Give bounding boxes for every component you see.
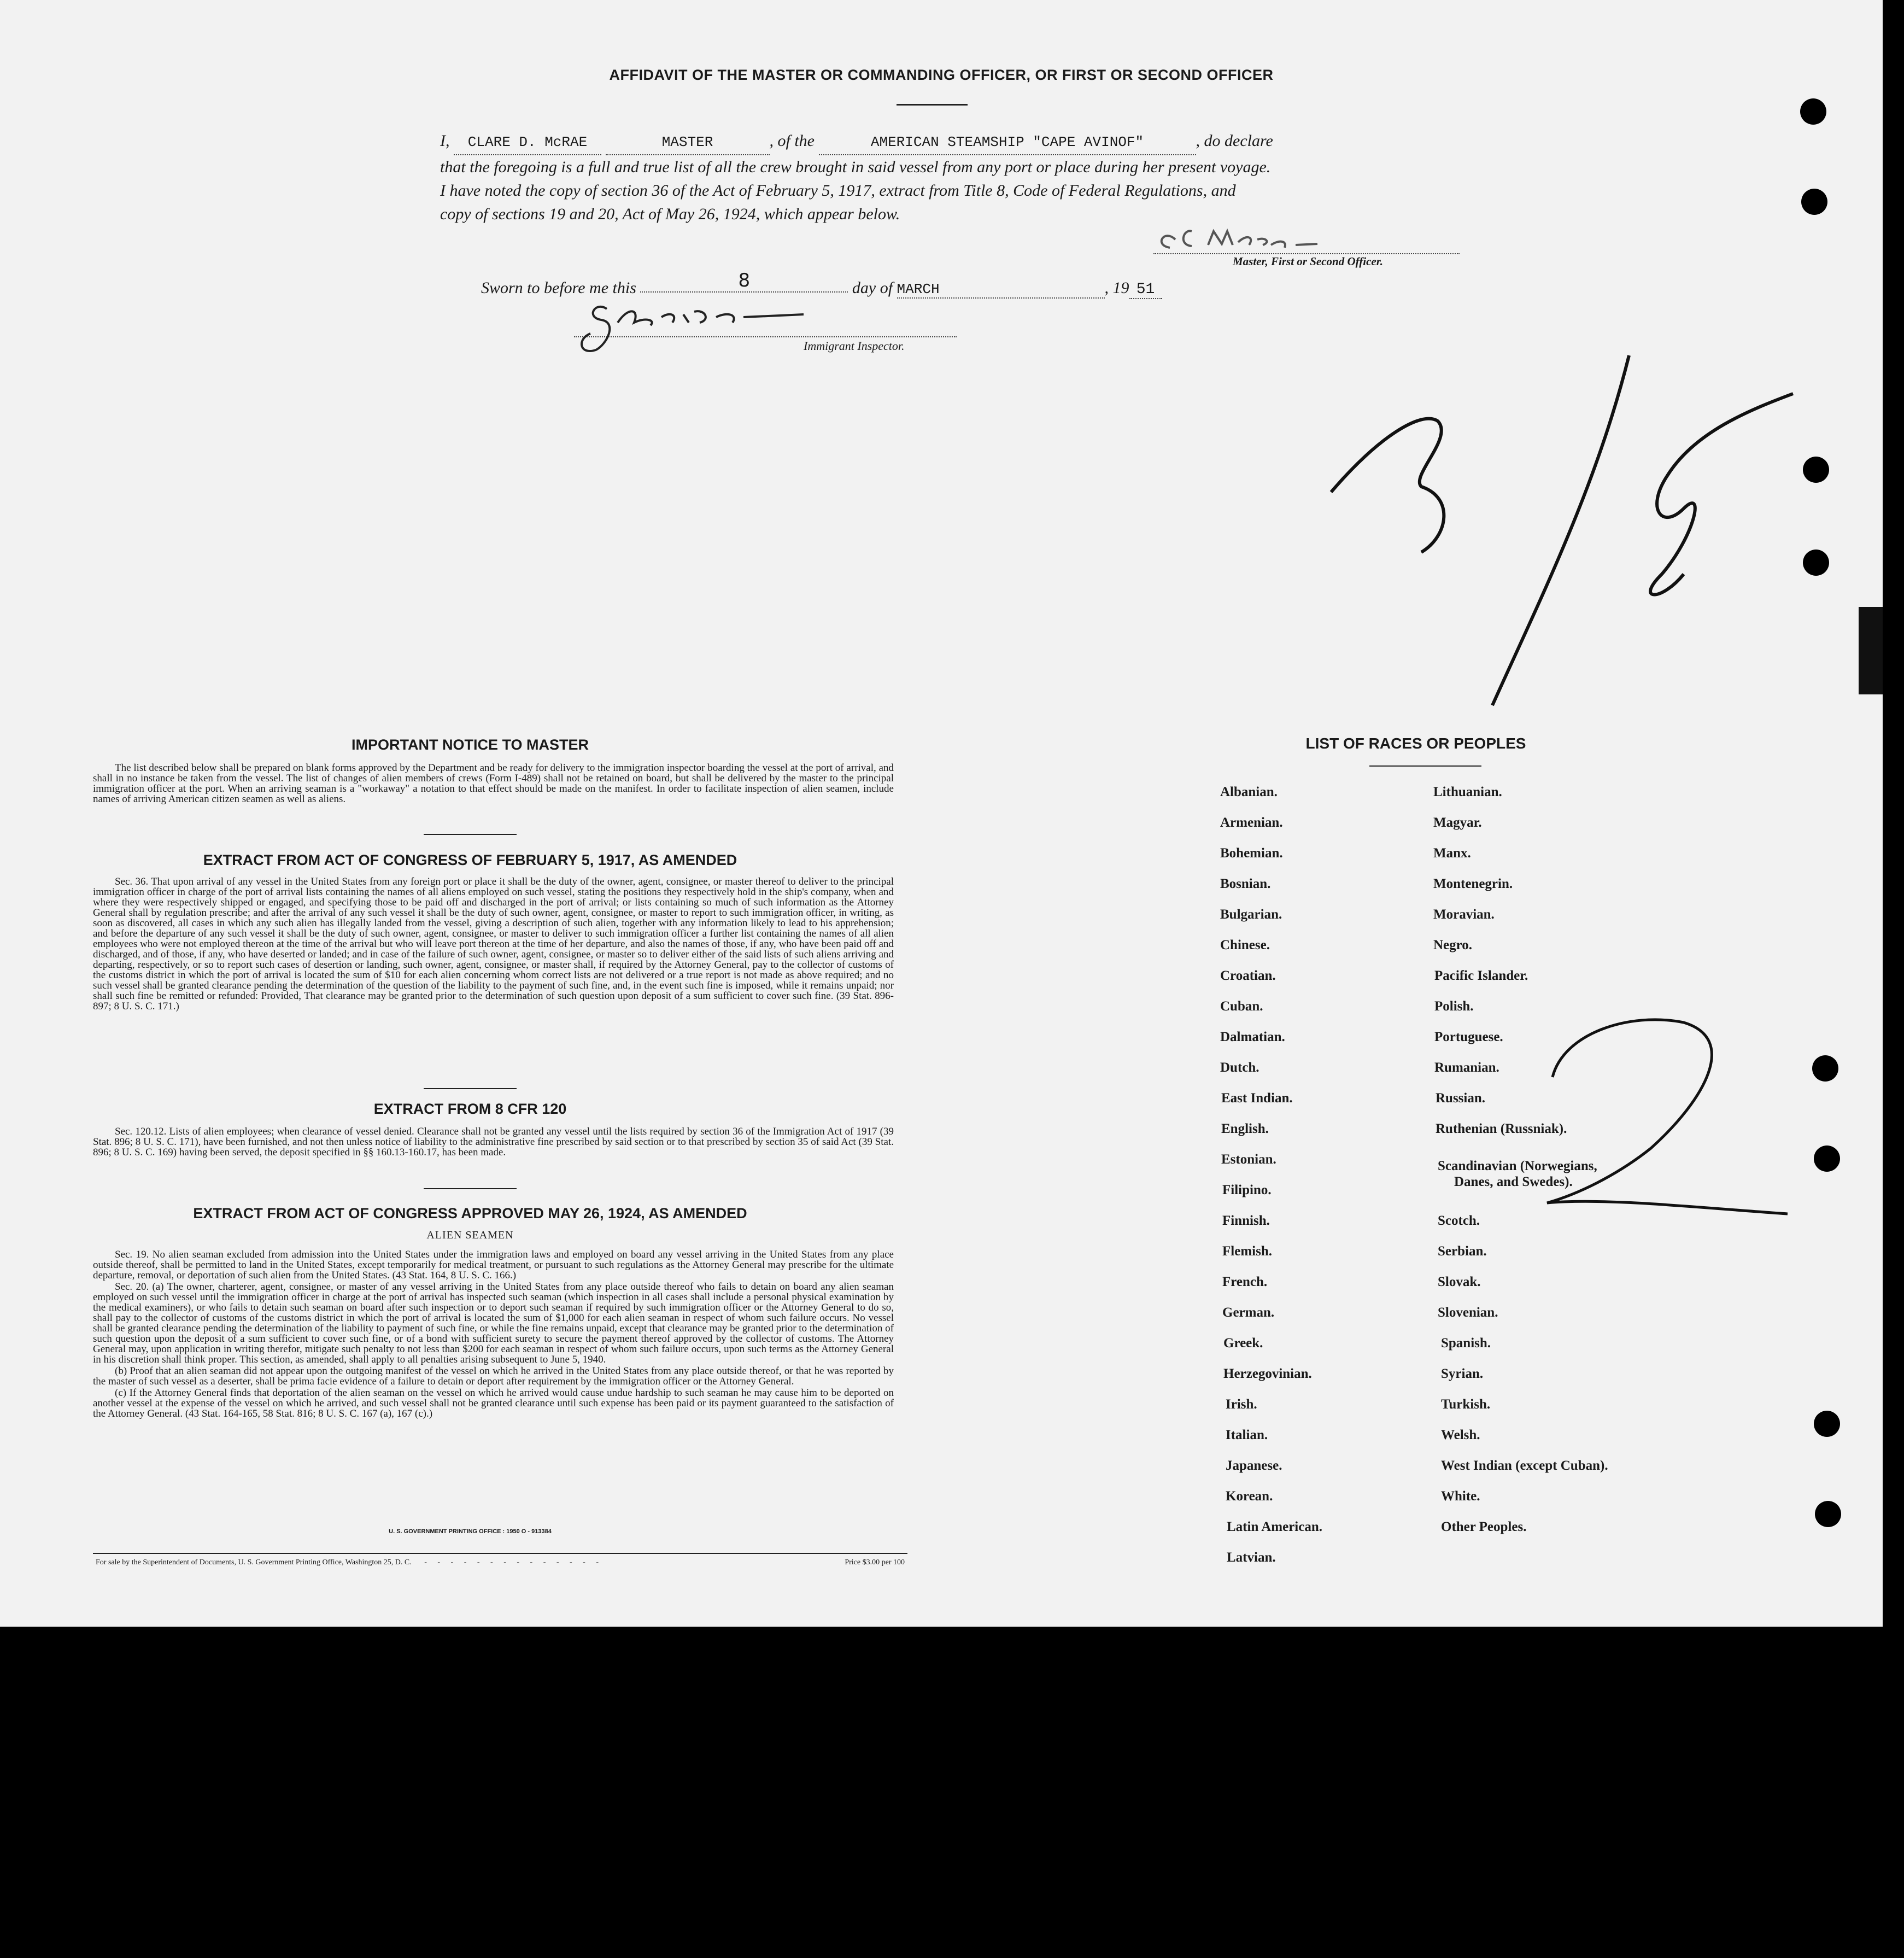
of-the-text: , of the — [769, 132, 815, 150]
race-item: Magyar. — [1433, 815, 1482, 830]
master-signature-line — [1153, 223, 1460, 254]
section-120-text: Sec. 120.12. Lists of alien employees; when clearance of vessel denied. Clearance shall not be granted any vessel until the lists required by section 36 of the Immigration Act of 1917 (39 Stat. 896; 8 U. S. C. 171), have been furnished, and not then unless notice of liability to the administrative fine prescribed by said section or to that prescribed by section 35 of said Act (39 Stat. 896; 8 U. S. C. 169) having been served, the deposit specified in §§ 160.13-160.17, has been made. — [93, 1126, 894, 1158]
sworn-day: 8 — [640, 270, 848, 293]
print-office-line: U. S. GOVERNMENT PRINTING OFFICE : 1950 O - 913384 — [389, 1528, 552, 1535]
race-item: English. — [1221, 1121, 1269, 1136]
divider-3 — [424, 1188, 517, 1189]
footer-dots: - - - - - - - - - - - - - - — [424, 1558, 604, 1567]
affidavit-declaration — [440, 129, 1462, 226]
day-of-text: day of — [852, 279, 893, 297]
races-title-rule — [1369, 765, 1481, 767]
race-item: Manx. — [1433, 846, 1471, 861]
master-signature — [1153, 223, 1460, 256]
race-item: Montenegrin. — [1433, 876, 1513, 891]
race-item: Finnish. — [1222, 1213, 1270, 1228]
footer-sale-text: For sale by the Superintendent of Documents, U. S. Government Printing Office, Washington 25, D. C. — [96, 1558, 412, 1567]
race-item: Latin American. — [1227, 1519, 1322, 1534]
race-item: Italian. — [1226, 1428, 1268, 1442]
race-item: Dutch. — [1220, 1060, 1259, 1075]
vessel-name: AMERICAN STEAMSHIP "CAPE AVINOF" — [819, 131, 1196, 155]
race-item: Other Peoples. — [1441, 1519, 1527, 1534]
punch-hole — [1803, 550, 1829, 576]
inspector-signature-line — [574, 303, 957, 337]
do-declare-text: , do declare — [1196, 132, 1273, 150]
race-item: Dalmatian. — [1220, 1030, 1285, 1044]
race-item: Pacific Islander. — [1434, 968, 1528, 983]
race-item: Negro. — [1433, 938, 1473, 952]
master-name: CLARE D. McRAE — [454, 131, 601, 155]
race-item: Croatian. — [1220, 968, 1276, 983]
race-item: Moravian. — [1433, 907, 1495, 922]
extract-cfr-title: EXTRACT FROM 8 CFR 120 — [373, 1101, 567, 1117]
punch-hole — [1800, 98, 1826, 125]
race-item: Japanese. — [1226, 1458, 1282, 1473]
race-item: West Indian (except Cuban). — [1441, 1458, 1608, 1473]
race-item: Korean. — [1226, 1489, 1273, 1504]
declaration-line-2: that the foregoing is a full and true list of all the crew brought in said vessel from any port or place during her present voyage. — [440, 158, 1271, 176]
section-20a-text: Sec. 20. (a) The owner, charterer, agent, consignee, or master of any vessel arriving in the United States from any place outside thereof who fails to detain on board any alien seaman employed on such vessel until the immigration officer in charge at the port of arrival has inspected such seaman (which inspection in all cases shall include a personal physical examination by the medical examiners), or who fails to detain such seaman on board after such inspection or to deport such seaman if required by such immigration officer or the Attorney General to do so, shall pay to the collector of customs of the customs district in which the port of arrival is located the sum of $1,000 for each alien seaman in respect of whom such failure occurs. No vessel shall be granted clearance pending the determination of the liability to payment of such fine, or while the fine remains unpaid, except that clearance may be granted prior to the determination of such question upon the deposit of a sum sufficient to cover such fine, or of a bond with sufficient surety to secure the payment thereof approved by the collector of customs. The Attorney General may, upon application in writing therefor, mitigate such penalty to not less than $200 for each seaman in respect of whom such failure occurs, upon such terms as the Attorney General in his discretion shall think proper. This section, as amended, shall apply to all penalties arising subsequent to June 5, 1940. — [93, 1281, 894, 1365]
declaration-line-3: I have noted the copy of section 36 of the Act of February 5, 1917, extract from Title 8, Code of Federal Regulations, and — [440, 182, 1236, 200]
race-item: German. — [1222, 1305, 1275, 1320]
race-item: Bulgarian. — [1220, 907, 1282, 922]
race-item: Lithuanian. — [1433, 785, 1502, 799]
extract-1924-body — [93, 1249, 894, 1420]
edge-shadow — [1859, 607, 1883, 694]
inspector-signature — [574, 295, 957, 366]
race-item: Estonian. — [1221, 1152, 1276, 1167]
sworn-month: MARCH — [897, 281, 1105, 299]
punch-hole — [1801, 189, 1827, 215]
race-item: Filipino. — [1222, 1183, 1272, 1197]
section-20c-text: (c) If the Attorney General finds that deportation of the alien seaman on the vessel on which he arrived would cause undue hardship to such seaman he may cause him to be deported on another vessel at the expense of the vessel on which he arrived, and such vessel shall not be granted clearance until such expense has been paid or its payment guaranteed to the satisfaction of the Attorney General. (43 Stat. 164-165, 58 Stat. 816; 8 U. S. C. 167 (a), 167 (c).) — [93, 1387, 894, 1419]
year-prefix: , 19 — [1104, 279, 1129, 297]
inspector-caption: Immigrant Inspector. — [804, 339, 905, 353]
alien-seamen-subtitle: ALIEN SEAMEN — [426, 1229, 514, 1241]
race-item: Slovenian. — [1438, 1305, 1498, 1320]
footer-rule — [93, 1553, 907, 1554]
footer-price: Price $3.00 per 100 — [845, 1558, 905, 1567]
handwritten-fraction — [1312, 344, 1804, 727]
race-item: French. — [1222, 1275, 1268, 1289]
extract-cfr-body — [93, 1126, 894, 1159]
race-item: White. — [1441, 1489, 1480, 1504]
title-rule — [897, 104, 968, 106]
race-item: Scotch. — [1438, 1213, 1480, 1228]
race-item: Welsh. — [1441, 1428, 1480, 1442]
race-item: Ruthenian (Russniak). — [1436, 1121, 1567, 1136]
punch-hole — [1814, 1411, 1840, 1437]
race-item: Armenian. — [1220, 815, 1283, 830]
pronoun: I, — [440, 132, 450, 150]
section-20b-text: (b) Proof that an alien seaman did not appear upon the outgoing manifest of the vessel on which he arrived in the United States from any place outside thereof, or that he was reported by the master of such vessel as a deserter, shall be prima facie evidence of a failure to detain or deport after requirement by the immigration officer or the Attorney General. — [93, 1365, 894, 1387]
handwritten-number — [1542, 1006, 1804, 1225]
race-item: Irish. — [1226, 1397, 1257, 1412]
race-item: Cuban. — [1220, 999, 1263, 1014]
divider-1 — [424, 834, 517, 835]
master-rank: MASTER — [606, 131, 770, 155]
race-item: Spanish. — [1441, 1336, 1491, 1351]
race-item: Albanian. — [1220, 785, 1278, 799]
affidavit-title: AFFIDAVIT OF THE MASTER OR COMMANDING OFFICER, OR FIRST OR SECOND OFFICER — [609, 67, 1274, 83]
race-item: Herzegovinian. — [1223, 1366, 1312, 1381]
sworn-prefix: Sworn to before me this — [481, 279, 636, 297]
divider-2 — [424, 1088, 517, 1089]
signature-caption: Master, First or Second Officer. — [1233, 255, 1383, 268]
race-item: Portuguese. — [1434, 1030, 1503, 1044]
race-item: Greek. — [1223, 1336, 1263, 1351]
section-19-text: Sec. 19. No alien seaman excluded from admission into the United States under the immigration laws and employed on board any vessel arriving in the United States from any place outside thereof, shall be permitted to land in the United States, except temporarily for medical treatment, or pursuant to such regulations as the Attorney General may prescribe for the ultimate departure, removal, or deportation of such alien from the United States. (43 Stat. 164, 8 U. S. C. 166.) — [93, 1249, 894, 1281]
race-item: Rumanian. — [1434, 1060, 1499, 1075]
race-item: Turkish. — [1441, 1397, 1491, 1412]
race-item: Syrian. — [1441, 1366, 1484, 1381]
race-item: Serbian. — [1438, 1244, 1487, 1259]
declaration-line-4: copy of sections 19 and 20, Act of May 26, 1924, which appear below. — [440, 205, 900, 223]
extract-1924-title: EXTRACT FROM ACT OF CONGRESS APPROVED MAY 26, 1924, AS AMENDED — [193, 1205, 747, 1221]
extract-1917-title: EXTRACT FROM ACT OF CONGRESS OF FEBRUARY 5, 1917, AS AMENDED — [203, 852, 737, 868]
punch-hole — [1814, 1145, 1840, 1172]
section-36-text: Sec. 36. That upon arrival of any vessel in the United States from any foreign port or place it shall be the duty of the owner, agent, consignee, or master thereof to deliver to the principal immigration officer in charge of the port of arrival lists containing the names of all aliens employed on such vessel, stating the positions they respectively hold in the ship's company, when and where they were respectively shipped or engaged, and specifying those to be paid off and discharged in the port of arrival; or lists containing so much of such information as the Attorney General shall by regulation prescribe; and after the arrival of any such vessel it shall be the duty of such owner, agent, consignee, or master to report to such immigration officer, in writing, as soon as discovered, all cases in which any such alien has illegally landed from the vessel, giving a description of such alien, together with any information likely to lead to his apprehension; and before the departure of any such vessel it shall be the duty of such owner, agent, consignee, or master to deliver to such immigration officer a further list containing the names of all alien employees who were not employed thereon at the time of the arrival but who will leave port thereon at the time of her departure, and also the names of those, if any, who have been paid off and discharged, and of those, if any, who have deserted or landed; and in case of the failure of such owner, agent, consignee, or master so to deliver either of the said lists of such aliens arriving and departing, respectively, or so to report such cases of desertion or landing, such owner, agent, consignee, or master shall, if required by the Attorney General, pay to the collector of customs of the customs district in which the port of arrival is located the sum of $10 for each alien concerning whom correct lists are not delivered or a true report is not made as above required; and no such vessel shall be granted clearance pending the determination of the question of the liability to the payment of such fine, and, in the event such fine is imposed, while it remains unpaid; nor shall such fine be remitted or refunded: Provided, That clearance may be granted prior to the determination of such question upon deposit of a sum sufficient to cover such fine. (39 Stat. 896-897; 8 U. S. C. 171.) — [93, 876, 894, 1012]
notice-text: The list described below shall be prepared on blank forms approved by the Department and be ready for delivery to the immigration inspector boarding the vessel at the port of arrival, and shall in no instance be taken from the vessel. The list of changes of alien members of crews (Form I-489) shall not be retained on board, but shall be delivered by the master to the principal immigration officer at the port. When an arriving seaman is a "workaway" a notation to that effect should be made on the manifest. In order to facilitate inspection of alien seamen, include names of arriving American citizen seamen as well as aliens. — [93, 762, 894, 805]
race-item: East Indian. — [1221, 1091, 1293, 1106]
extract-1917-body — [93, 876, 894, 1013]
race-item: Bohemian. — [1220, 846, 1283, 861]
race-item: Slovak. — [1438, 1275, 1481, 1289]
sworn-year: 51 — [1129, 281, 1162, 299]
race-item: Polish. — [1434, 999, 1474, 1014]
footer — [96, 1558, 905, 1567]
notice-title: IMPORTANT NOTICE TO MASTER — [351, 737, 589, 753]
race-item: Bosnian. — [1220, 876, 1271, 891]
race-item: Danes, and Swedes). — [1454, 1174, 1573, 1189]
race-item: Scandinavian (Norwegians, — [1438, 1159, 1597, 1173]
notice-body — [93, 763, 894, 805]
race-item: Flemish. — [1222, 1244, 1272, 1259]
punch-hole — [1815, 1501, 1841, 1527]
punch-hole — [1803, 457, 1829, 483]
punch-hole — [1812, 1055, 1838, 1082]
race-item: Russian. — [1436, 1091, 1486, 1106]
race-item: Latvian. — [1227, 1550, 1276, 1565]
race-item: Chinese. — [1220, 938, 1270, 952]
races-title: LIST OF RACES OR PEOPLES — [1305, 735, 1526, 752]
